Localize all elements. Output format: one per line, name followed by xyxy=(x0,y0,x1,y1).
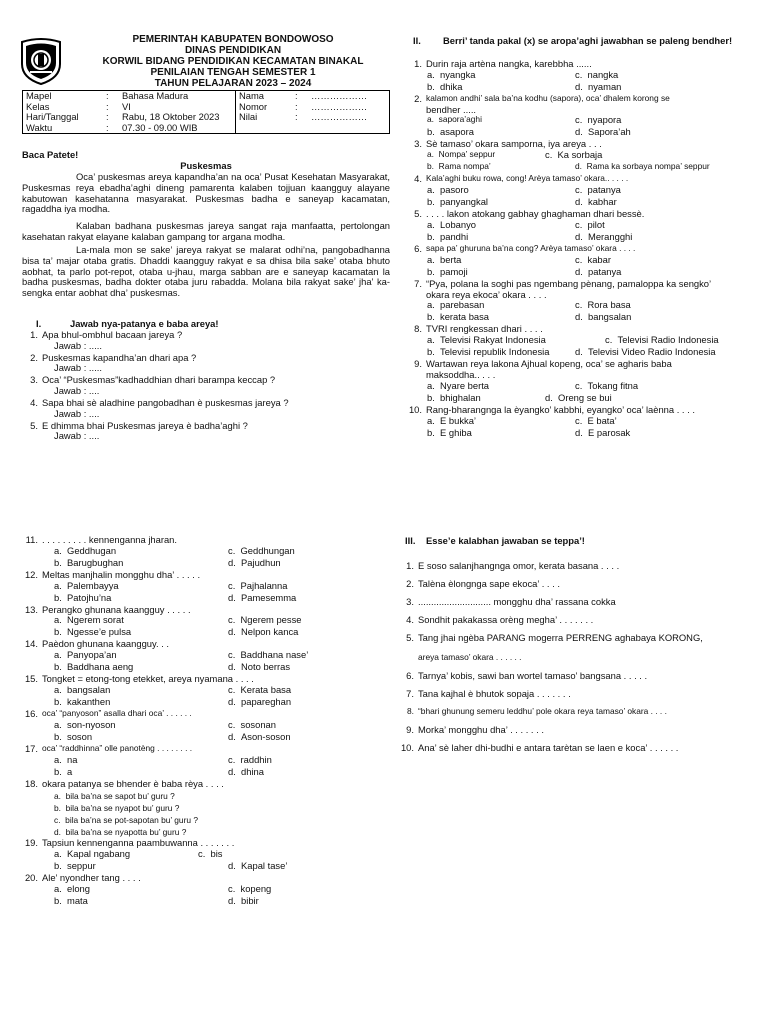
essay-item xyxy=(398,743,758,761)
question-item: 17. oca’ “raddhinna” olle panotèng . . . . . . . . a. na c. raddhin b. a d. dhina xyxy=(22,744,382,779)
question-number: 8. xyxy=(414,323,422,335)
question-text: E dhimma bhai Puskesmas jareya è badha’aghi ? xyxy=(42,419,248,431)
question-text: E soso salanjhangnga omor, kerata basana . . . . xyxy=(418,560,620,571)
option-c[interactable]: bis xyxy=(210,848,223,860)
option-d[interactable]: Sapora’ah xyxy=(588,126,631,138)
essay-item xyxy=(398,689,758,707)
option-d[interactable]: dhina xyxy=(241,765,264,777)
info-value: 07.30 - 09.00 WIB xyxy=(119,123,236,134)
question-text: kalamon andhi’ sala ba’na kodhu (sapora), oca’ dhalem korong se xyxy=(426,92,670,103)
option-a[interactable]: parebasan xyxy=(440,299,485,311)
option-c[interactable]: E bata’ xyxy=(587,414,617,426)
question-item: 16. oca’ “panyoson” asalla dhari oca’ . . . . . . a. son-nyoson c. sosonan b. soson d. Ason-soson xyxy=(22,709,382,744)
identity-table xyxy=(22,90,390,134)
option-b[interactable]: panyangkal xyxy=(440,196,488,208)
essay-item-cont xyxy=(398,653,758,671)
question-item xyxy=(22,375,390,397)
question-item: 13. Perangko ghunana kaangguy . . . . . a. Ngerem sorat c. Ngerem pesse b. Ngesse’e pulsa d. Nelpon kanca xyxy=(22,605,382,640)
question-number: 2. xyxy=(406,578,414,589)
question-text-cont: okara reya ekoca’ okara . . . . xyxy=(426,288,547,300)
info-right-label: Nama xyxy=(236,91,293,102)
question-number: 16. xyxy=(24,708,38,720)
question-number: 3. xyxy=(406,596,414,607)
essay-item xyxy=(398,597,758,615)
option-c[interactable]: Kerata basa xyxy=(240,684,292,696)
option-c[interactable]: pilot xyxy=(587,218,605,230)
question-text: Puskesmas kapandha’an dhari apa ? xyxy=(42,351,197,363)
option-b[interactable]: bhighalan xyxy=(440,391,481,403)
question-text: “Pya, polana la soghi pas ngembang pènang, pamaloppa ka sengko’ xyxy=(426,277,712,289)
question-number: 3. xyxy=(414,138,422,150)
info-value: Bahasa Madura xyxy=(119,91,236,102)
section-1-list xyxy=(22,330,390,442)
reading-paragraph: Kalaban badhana puskesmas jareya sangat raja manfaatta, pertolongan kasehatan rakyat elayane kalaban gampang tor argana modha. xyxy=(22,220,390,242)
option-d[interactable]: Oreng se bui xyxy=(558,391,612,403)
info-sep: : xyxy=(106,111,109,122)
reading-title: Puskesmas xyxy=(180,160,232,171)
question-number: 8. xyxy=(407,706,414,716)
question-text: Apa bhul-ombhul bacaan jareya ? xyxy=(42,329,183,340)
question-text: oca’ “panyoson” asalla dhari oca’ . . . . . . xyxy=(42,708,192,719)
option-list: a. bila ba’na se sapot bu’ guru ? b. bila ba’na se nyapot bu’ guru ? c. bila ba’na se pot-sapotan bu’ guru ? d. bila ba’na se nyapotta bu’ guru ? xyxy=(54,790,199,838)
section-1-title: Jawab nya-patanya e baba areya! xyxy=(70,318,219,329)
section-3-list xyxy=(398,561,758,761)
option-c[interactable]: Rora basa xyxy=(587,299,631,311)
question-number: 17. xyxy=(24,742,38,754)
option-c[interactable]: Pajhalanna xyxy=(240,579,288,591)
section-2-list xyxy=(406,59,754,440)
question-item: 11. . . . . . . . . . kennenganna jharan. a. Geddhugan c. Geddhungan b. Barugbughan d. Pajudhun xyxy=(22,535,382,570)
option-a[interactable]: bila ba’na se sapot bu’ guru ? xyxy=(65,790,175,801)
question-text: Oca’ “Puskesmas”kadhaddhian dhari barampa keccap ? xyxy=(42,374,276,386)
answer-line: Jawab : ..... xyxy=(54,362,102,374)
option-c[interactable]: kopeng xyxy=(240,882,272,894)
option-d[interactable]: papareghan xyxy=(241,696,292,708)
option-d[interactable]: patanya xyxy=(588,265,622,277)
question-item xyxy=(22,353,390,375)
question-text: Morka’ mongghu dha’ . . . . . . . xyxy=(418,724,544,735)
question-item: 2. kalamon andhi’ sala ba’na kodhu (sapora), oca’ dhalem korong se bendher ..... a. sapora’aghi c. nyapora b. asapora d. Sapora’ah xyxy=(406,94,754,140)
option-a[interactable]: son-nyoson xyxy=(67,718,116,730)
question-text: . . . . lakon atokang gabhay ghaghaman dhari bessè. xyxy=(426,208,645,220)
option-a[interactable]: Geddhugan xyxy=(67,544,117,556)
option-a[interactable]: nyangka xyxy=(440,68,476,80)
option-d[interactable]: E parosak xyxy=(588,426,631,438)
info-right-label: Nilai xyxy=(236,112,293,123)
question-text: Wartawan reya lakona Ajhual kopeng, oca’ se agharis baba xyxy=(426,358,672,370)
question-number: 5. xyxy=(414,208,422,220)
option-a[interactable]: elong xyxy=(67,882,90,894)
header-line-3: KORWIL BIDANG PENDIDIKAN KECAMATAN BINAKAL xyxy=(102,56,364,67)
option-d[interactable]: nyaman xyxy=(588,80,622,92)
option-c[interactable]: Ngerem pesse xyxy=(240,614,302,626)
option-d[interactable]: Pamesemma xyxy=(241,591,297,603)
question-number: 18. xyxy=(24,777,38,789)
option-c[interactable]: kabar xyxy=(587,253,611,265)
info-sep: : xyxy=(295,111,298,122)
question-text: Sondhit pakakassa orèng megha’ . . . . . . . xyxy=(418,614,594,625)
info-right-value: ……………… xyxy=(308,102,390,113)
section-2b-list xyxy=(22,535,382,908)
question-text: Meltas manjhalin mongghu dha’ . . . . . xyxy=(42,568,201,580)
info-sep: : xyxy=(295,100,298,112)
question-item: 12. Meltas manjhalin mongghu dha’ . . . . . a. Palembayya c. Pajhalanna b. Patojhu’na d. Pamesemma xyxy=(22,570,382,605)
option-b[interactable]: Baddhana aeng xyxy=(67,661,134,673)
question-item: 9. Wartawan reya lakona Ajhual kopeng, oca’ se agharis baba maksoddha.. . . . a. Nyare berta c. Tokang fitna b. bhighalan d. Oreng se bui xyxy=(406,359,754,405)
question-number: 4. xyxy=(30,396,38,408)
section-1-numeral: I. xyxy=(36,318,42,329)
question-number: 9. xyxy=(414,358,422,370)
question-number: 2. xyxy=(30,351,38,363)
question-text-cont: bendher ..... xyxy=(426,103,477,115)
info-label: Mapel xyxy=(23,91,104,102)
question-item: 19. Tapsiun kennenganna paambuwanna . . . . . . . a. Kapal ngabang c. bis b. seppur d. Kapal tase’ xyxy=(22,838,382,873)
question-text: Tang jhai ngèba PARANG mogerra PERRENG aghabaya KORONG, xyxy=(418,632,703,643)
info-sep: : xyxy=(103,91,119,102)
option-b[interactable]: dhika xyxy=(440,80,463,92)
option-a[interactable]: na xyxy=(67,753,78,765)
option-c[interactable]: Televisi Radio Indonesia xyxy=(617,334,719,346)
option-a[interactable]: Panyopa’an xyxy=(67,649,117,661)
option-d[interactable]: Ason-soson xyxy=(241,730,291,742)
question-number: 1. xyxy=(406,560,414,571)
option-c[interactable]: nangka xyxy=(587,68,619,80)
answer-line: Jawab : .... xyxy=(54,385,100,397)
question-number: 19. xyxy=(24,837,38,849)
question-text: Ale’ nyondher tang . . . . xyxy=(42,872,141,884)
question-text: Sapa bhai sè aladhine pangobadhan è puskesmas jareya ? xyxy=(42,396,289,408)
info-right-value xyxy=(308,123,390,134)
question-number: 2. xyxy=(414,92,422,104)
option-c[interactable]: raddhin xyxy=(240,753,272,765)
option-b[interactable]: E ghiba xyxy=(440,426,472,438)
question-number: 4. xyxy=(406,614,414,625)
question-number xyxy=(398,653,418,671)
question-item: 5. . . . . lakon atokang gabhay ghaghaman dhari bessè. a. Lobanyo c. pilot b. pandhi d. Merangghi xyxy=(406,209,754,244)
question-text: Talèna èlongnga sape ekoca’ . . . . xyxy=(418,578,560,589)
option-d[interactable]: Televisi Video Radio Indonesia xyxy=(588,346,716,358)
question-text: “bhari ghunung semeru leddhu’ pole okara reya tamaso’ okara . . . . xyxy=(418,706,667,716)
question-number: 6. xyxy=(414,242,422,254)
option-c[interactable]: nyapora xyxy=(587,114,622,126)
question-item xyxy=(22,398,390,420)
question-item: 14. Paèdon ghunana kaangguy. . . a. Panyopa’an c. Baddhana nase’ b. Baddhana aeng d. Noto berras xyxy=(22,639,382,674)
option-b[interactable]: pamoji xyxy=(440,265,468,277)
question-number: 9. xyxy=(406,724,414,735)
option-c[interactable]: Ka sorbaja xyxy=(557,149,603,161)
question-number: 13. xyxy=(24,603,38,615)
question-item: 4. Kala’aghi buku rowa, cong! Arèya tamaso’ okara.. . . . . a. pasoro c. patanya b. panyangkal d. kabhar xyxy=(406,174,754,209)
info-value: VI xyxy=(122,100,131,112)
question-number: 1. xyxy=(30,329,38,340)
option-a[interactable]: Palembayya xyxy=(67,579,119,591)
question-number: 7. xyxy=(406,688,414,699)
header-line-4: PENILAIAN TENGAH SEMESTER 1 xyxy=(150,67,316,78)
option-d[interactable]: Rama ka sorbaya nompa’ seppur xyxy=(586,161,710,172)
option-b[interactable]: kerata basa xyxy=(440,311,490,323)
question-item: 10. Rang-bharangnga la èyangko’ kabbhi, eyangko’ oca’ laènna . . . . a. E bukka’ c. E bata’ b. E ghiba d. E parosak xyxy=(406,405,754,440)
question-item xyxy=(22,330,390,352)
option-a[interactable]: Lobanyo xyxy=(440,218,477,230)
reading-paragraph: Oca’ puskesmas areya kapandha’an na oca’ Pusat Kesehatan Masyarakat, Puskesmas reya ebadha’aghi dineng pamarenta kalaben tojjuan kaangguy alayane kabutowan kasehatanna masyarakat. Puskesmas badha e saneyap kacamatan, ragaddha iya modha. xyxy=(22,171,390,215)
question-number: 7. xyxy=(414,277,422,289)
info-sep: : xyxy=(103,123,119,134)
option-a[interactable]: E bukka’ xyxy=(440,414,476,426)
option-b[interactable]: asapora xyxy=(440,126,474,138)
option-d[interactable]: bibir xyxy=(241,894,259,906)
regency-emblem-icon xyxy=(18,36,64,86)
header-line-2: DINAS PENDIDIKAN xyxy=(184,45,282,56)
question-text: Kala’aghi buku rowa, cong! Arèya tamaso’ okara.. . . . . xyxy=(426,173,629,184)
option-b[interactable]: bila ba’na se nyapot bu’ guru ? xyxy=(65,802,180,813)
info-right-label xyxy=(236,123,293,134)
option-a[interactable]: Televisi Rakyat Indonesia xyxy=(440,334,546,346)
info-sep: : xyxy=(292,91,308,102)
section-2-numeral: II. xyxy=(413,35,421,46)
essay-item xyxy=(398,561,758,579)
option-b[interactable]: pandhi xyxy=(440,230,469,242)
option-d[interactable]: bila ba’na se nyapotta bu’ guru ? xyxy=(65,827,187,838)
reading-paragraph: La-mala mon se sake’ jareya rakyat se malarat odhi’na, pangobadhanna bisa ta’ majar otaba gratis. Dhaddi kaangguy rakyat e sa dhisa bila sake’ otaba bhuto aobhat, ta parlo pot-repot, otaba u-jhau, marga sabban are e saneyap kacamatan la badha puskesmas, badha dokter otaba juru rabadda. Molana bila rakyat sake’ jha’ ka-sengka entar aobhat dha’ puskesmas. xyxy=(22,244,390,299)
question-text: TVRI rengkessan dhari . . . . xyxy=(426,323,543,335)
question-text: okara patanya se bhender è baba rèya . . . . xyxy=(42,777,224,789)
section-2-title: Berri’ tanda pakal (x) se aropa’aghi jawabhan se paleng bendher! xyxy=(443,35,733,46)
option-b[interactable]: Ngesse’e pulsa xyxy=(67,626,132,638)
header-line-1: PEMERINTAH KABUPATEN BONDOWOSO xyxy=(132,34,334,45)
question-text: Tapsiun kennenganna paambuwanna . . . . . . . xyxy=(42,837,235,849)
essay-item xyxy=(398,671,758,689)
option-d[interactable]: bangsalan xyxy=(588,311,632,323)
question-item: 15. Tongket = etong-tong etekket, areya nyamana . . . . a. bangsalan c. Kerata basa b. kakanthen d. papareghan xyxy=(22,674,382,709)
reading-instruction: Baca Patete! xyxy=(22,149,79,160)
option-b[interactable]: Patojhu’na xyxy=(67,591,112,603)
answer-line: Jawab : .... xyxy=(54,430,100,442)
question-number: 15. xyxy=(24,673,38,685)
info-right-value: ……………… xyxy=(308,91,390,102)
question-text-cont: maksoddha.. . . . xyxy=(426,368,496,380)
option-b[interactable]: a xyxy=(67,765,73,777)
option-b[interactable]: seppur xyxy=(67,860,96,872)
option-d[interactable]: Noto berras xyxy=(241,661,291,673)
question-text: oca’ “raddhinna” olle panotèng . . . . . . . . xyxy=(42,742,193,753)
answer-line: Jawab : .... xyxy=(54,407,100,419)
answer-line: Jawab : ..... xyxy=(54,339,102,351)
info-right-value: ……………… xyxy=(308,112,390,123)
question-text: Perangko ghunana kaangguy . . . . . xyxy=(42,603,191,615)
option-a[interactable]: Nyare berta xyxy=(440,379,490,391)
question-text: Tongket = etong-tong etekket, areya nyamana . . . . xyxy=(42,673,254,685)
essay-item xyxy=(398,707,758,725)
question-text: ............................ mongghu dha’ rassana cokka xyxy=(418,596,616,607)
question-item: 8. TVRI rengkessan dhari . . . . a. Televisi Rakyat Indonesia c. Televisi Radio Indonesia b. Televisi republik Indonesia d. Televisi Video Radio Indonesia xyxy=(406,324,754,359)
info-sep: : xyxy=(106,100,109,112)
question-text: Sè tamaso’ okara samporna, iya areya . . . xyxy=(426,138,602,150)
info-value: Rabu, 18 Oktober 2023 xyxy=(122,111,220,122)
option-b[interactable]: Televisi republik Indonesia xyxy=(440,346,550,358)
question-number: 1. xyxy=(414,58,422,69)
question-number: 4. xyxy=(414,173,422,185)
question-item: 6. sapa pa’ ghuruna ba’na cong? Arèya tamaso’ okara . . . . a. berta c. kabar b. pamoji d. patanya xyxy=(406,244,754,279)
question-text: Tana kajhal è bhutok sopaja . . . . . . . xyxy=(418,688,571,699)
info-label: Hari/Tanggal xyxy=(23,112,104,123)
option-c[interactable]: sosonan xyxy=(240,718,276,730)
question-item: 7. “Pya, polana la soghi pas ngembang pènang, pamaloppa ka sengko’ okara reya ekoca’ okara . . . . a. parebasan c. Rora basa b. kerata basa d. bangsalan xyxy=(406,279,754,325)
question-number: 11. xyxy=(25,534,38,545)
question-number: 12. xyxy=(24,568,38,580)
question-text: . . . . . . . . . kennenganna jharan. xyxy=(42,534,177,545)
info-right-label: Nomor xyxy=(236,102,293,113)
option-a[interactable]: pasoro xyxy=(440,184,469,196)
question-number: 5. xyxy=(406,632,414,643)
option-d[interactable]: Kapal tase’ xyxy=(241,860,288,872)
option-c[interactable]: Tokang fitna xyxy=(587,379,639,391)
question-number: 5. xyxy=(30,419,38,431)
option-d[interactable]: Pajudhun xyxy=(241,556,281,568)
essay-item xyxy=(398,633,758,653)
essay-item xyxy=(398,579,758,597)
option-d[interactable]: Nelpon kanca xyxy=(241,626,299,638)
option-a[interactable]: sapora’aghi xyxy=(438,114,482,125)
question-number: 10. xyxy=(408,403,422,415)
option-b[interactable]: Barugbughan xyxy=(67,556,124,568)
question-item xyxy=(22,779,382,839)
option-a[interactable]: berta xyxy=(440,253,462,265)
option-a[interactable]: Nompa’ seppur xyxy=(438,149,496,160)
option-a[interactable]: Kapal ngabang xyxy=(67,848,131,860)
question-number: 14. xyxy=(24,638,38,650)
option-b[interactable]: kakanthen xyxy=(67,696,111,708)
question-text: Tarnya’ kobis, sawi ban wortel tamaso’ bangsana . . . . . xyxy=(418,670,648,681)
question-number: 6. xyxy=(406,670,414,681)
option-a[interactable]: Ngerem sorat xyxy=(67,614,124,626)
question-number: 10. xyxy=(400,742,414,753)
question-item: 3. Sè tamaso’ okara samporna, iya areya . . . a. Nompa’ seppur c. Ka sorbaja b. Rama nompa’ d. Rama ka sorbaya nompa’ seppur xyxy=(406,139,754,174)
question-number: 20. xyxy=(24,872,38,884)
option-d[interactable]: kabhar xyxy=(588,196,617,208)
info-sep-empty xyxy=(292,123,308,134)
question-text: sapa pa’ ghuruna ba’na cong? Arèya tamaso’ okara . . . . xyxy=(426,242,636,253)
info-label: Waktu xyxy=(23,123,104,134)
info-label: Kelas xyxy=(23,102,104,113)
question-text: areya tamaso’ okara . . . . . . xyxy=(418,652,522,662)
question-number: 3. xyxy=(30,374,38,386)
option-c[interactable]: bila ba’na se pot-sapotan bu’ guru ? xyxy=(65,814,199,825)
option-b[interactable]: Rama nompa’ xyxy=(438,161,491,172)
question-text: Rang-bharangnga la èyangko’ kabbhi, eyangko’ oca’ laènna . . . . xyxy=(426,403,695,415)
essay-item xyxy=(398,725,758,743)
question-item: 20. Ale’ nyondher tang . . . . a. elong c. kopeng b. mata d. bibir xyxy=(22,873,382,908)
option-c[interactable]: Geddhungan xyxy=(240,544,295,556)
option-c[interactable]: Baddhana nase’ xyxy=(240,649,309,661)
question-text: Paèdon ghunana kaangguy. . . xyxy=(42,638,170,650)
question-item xyxy=(22,421,390,443)
option-c[interactable]: patanya xyxy=(587,184,621,196)
question-item: 1. Durin raja artèna nangka, karebbha ...... a. nyangka c. nangka b. dhika d. nyaman xyxy=(406,59,754,94)
question-text: Durin raja artèna nangka, karebbha ...... xyxy=(426,58,592,69)
option-a[interactable]: bangsalan xyxy=(67,684,111,696)
option-b[interactable]: mata xyxy=(67,894,88,906)
option-d[interactable]: Merangghi xyxy=(588,230,633,242)
section-3-numeral: III. xyxy=(405,535,416,546)
option-b[interactable]: soson xyxy=(67,730,93,742)
header-line-5: TAHUN PELAJARAN 2023 – 2024 xyxy=(154,78,312,89)
essay-item xyxy=(398,615,758,633)
question-text: Ana’ sè laher dhi-budhi e antara tarètan se laen e koca’ . . . . . . xyxy=(418,742,679,753)
section-3-title: Esse’e kalabhan jawaban se teppa’! xyxy=(426,535,585,546)
